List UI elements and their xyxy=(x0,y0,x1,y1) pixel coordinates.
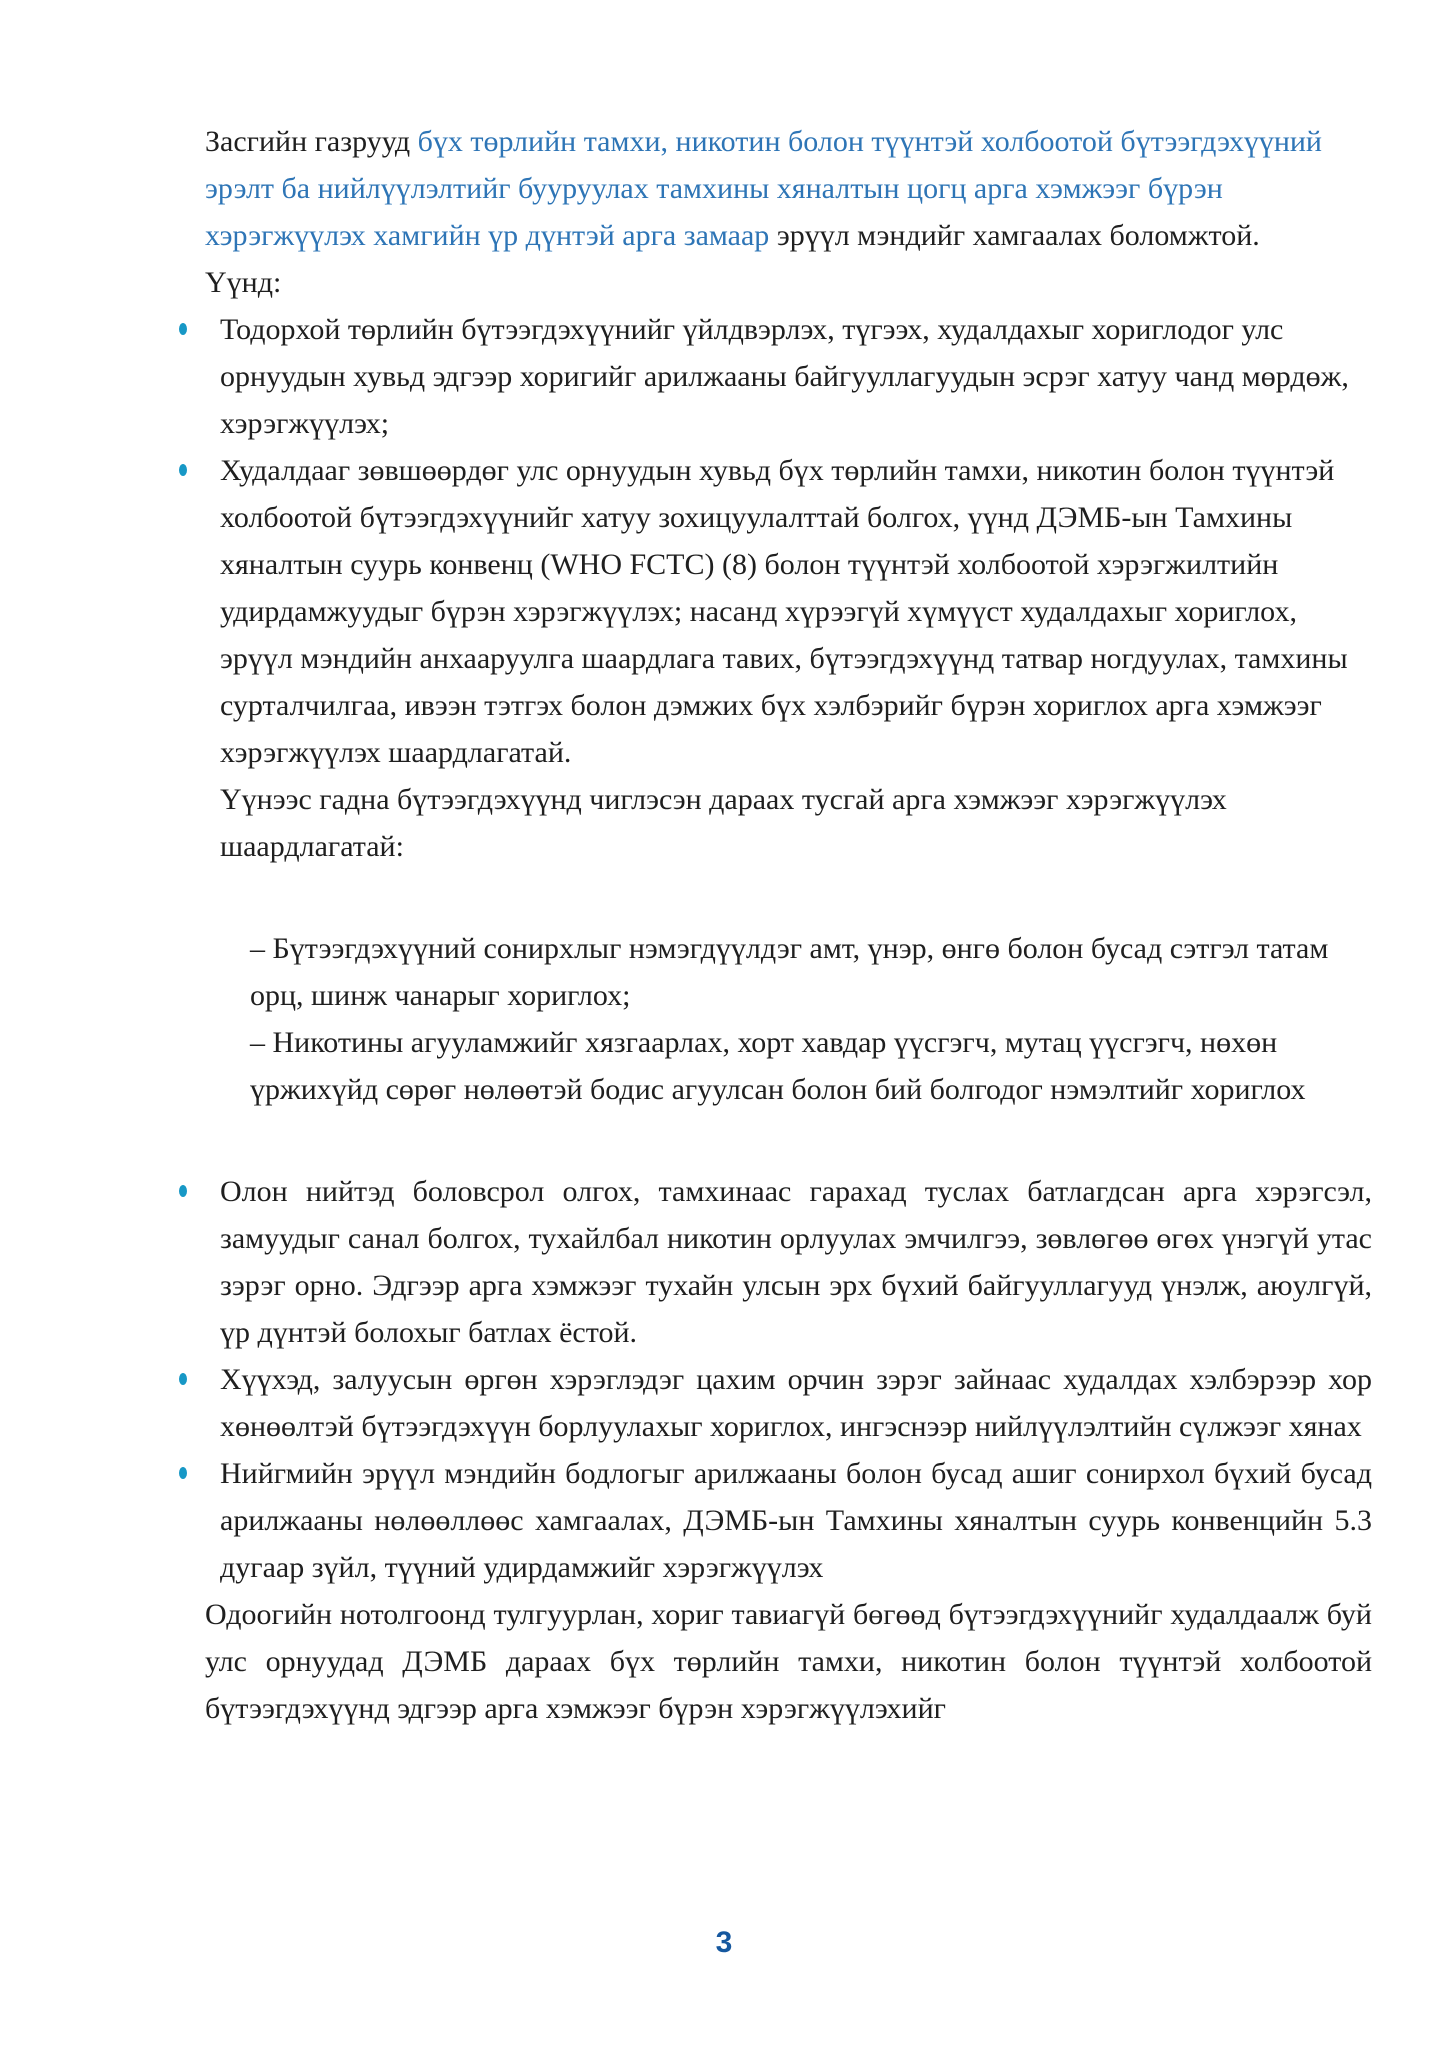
bullet-2-text: Худалдааг зөвшөөрдөг улс орнуудын хувьд бүх төрлийн тамхи, никотин болон түүнтэй холбоотой бүтээгдэхүүнийг хатуу зохицуулалттай болгох, үүнд ДЭМБ-ын Тамхины хяналтын суурь конвенц (WHO FCTC) (8) болон түүнтэй холбоотой хэрэгжилтийн удирдамжуудыг бүрэн хэрэгжүүлэх; насанд хүрээгүй хүмүүст худалдахыг хориглох, эрүүл мэндийн анхааруулга шаардлага тавих, бүтээгдэхүүнд татвар ногдуулах, тамхины сурталчилгаа, ивээн тэтгэх болон дэмжих бүх хэлбэрийг бүрэн хориглох арга хэмжээг хэрэгжүүлэх шаардлагатай. xyxy=(220,454,1348,769)
intro-text-end: эрүүл мэндийг хамгаалах боломжтой. xyxy=(776,219,1260,252)
bullet-3-text: Олон нийтэд боловсрол олгох, тамхинаас гарахад туслах батлагдсан арга хэрэгсэл, замуудыг санал болгох, тухайлбал никотин орлуулах эмчилгээ, зөвлөгөө өгөх үнэгүй утас зэрэг орно. Эдгээр арга хэмжээг тухайн улсын эрх бүхий байгууллагууд үнэлж, аюулгүй, үр дүнтэй болохыг батлах ёстой. xyxy=(220,1175,1372,1349)
sub-item-list xyxy=(250,925,1372,1113)
bullet-5-text: Нийгмийн эрүүл мэндийн бодлогыг арилжааны болон бусад ашиг сонирхол бүхий бусад арилжааны нөлөөллөөс хамгаалах, ДЭМБ-ын Тамхины хяналтын суурь конвенцийн 5.3 дугаар зүйл, түүний удирдамжийг хэрэгжүүлэх xyxy=(220,1457,1372,1584)
bullet-1-text: Тодорхой төрлийн бүтээгдэхүүнийг үйлдвэрлэх, түгээх, худалдахыг хориглодог улс орнуудын хувьд эдгээр хоригийг арилжааны байгууллагуудын эсрэг хатуу чанд мөрдөж, хэрэгжүүлэх; xyxy=(220,313,1349,440)
page-footer xyxy=(0,1926,1448,1960)
closing-paragraph: Одоогийн нотолгоонд тулгуурлан, хориг тавиагүй бөгөөд бүтээгдэхүүнийг худалдаалж буй улс орнуудад ДЭМБ дараах бүх төрлийн тамхи, никотин болон түүнтэй холбоотой бүтээгдэхүүнд эдгээр арга хэмжээг бүрэн хэрэгжүүлэхийг xyxy=(205,1598,1372,1725)
bullet-icon xyxy=(179,1467,187,1479)
bullet-4-text: Хүүхэд, залуусын өргөн хэрэглэдэг цахим орчин зэрэг зайнаас худалдах хэлбэрээр хор хөнөөлтэй бүтээгдэхүүн борлуулахыг хориглох, ингэснээр нийлүүлэлтийн сүлжээг хянах xyxy=(220,1363,1372,1443)
sub-item-1: – Бүтээгдэхүүний сонирхлыг нэмэгдүүлдэг амт, үнэр, өнгө болон бусад сэтгэл татам орц, шинж чанарыг хориглох; xyxy=(250,932,1329,1012)
lead-in-text: Үүнд: xyxy=(205,266,282,299)
page-number: 3 xyxy=(715,1926,733,1959)
page-content xyxy=(205,118,1372,1732)
bullet-item-5 xyxy=(220,1450,1372,1591)
intro-text-start: Засгийн газрууд xyxy=(205,125,418,158)
bullet-icon xyxy=(179,1373,187,1385)
bullet-icon xyxy=(179,464,187,476)
sub-item-2: – Никотины агууламжийг хязгаарлах, хорт хавдар үүсгэгч, мутац үүсгэгч, нөхөн үржихүйд сөрөг нөлөөтэй бодис агуулсан болон бий болгодог нэмэлтийг хориглох xyxy=(250,1026,1306,1106)
bullet-item-3 xyxy=(220,1168,1372,1356)
intro-text-emphasis: бүх төрлийн тамхи, никотин болон түүнтэй холбоотой бүтээгдэхүүний эрэлт ба нийлүүлэлтийг бууруулах тамхины хяналтын цогц арга хэмжээг бүрэн хэрэгжүүлэх хамгийн үр дүнтэй арга замаар xyxy=(205,125,1322,252)
bullet-item-4 xyxy=(220,1356,1372,1450)
bullet-2-followup-text: Үүнээс гадна бүтээгдэхүүнд чиглэсэн дараах тусгай арга хэмжээг хэрэгжүүлэх шаардлагатай: xyxy=(220,783,1227,863)
bullet-icon xyxy=(179,323,187,335)
bullet-icon xyxy=(179,1185,187,1197)
bullet-item-1 xyxy=(220,306,1372,447)
bullet-item-2 xyxy=(220,447,1372,776)
intro-paragraph xyxy=(205,118,1372,259)
